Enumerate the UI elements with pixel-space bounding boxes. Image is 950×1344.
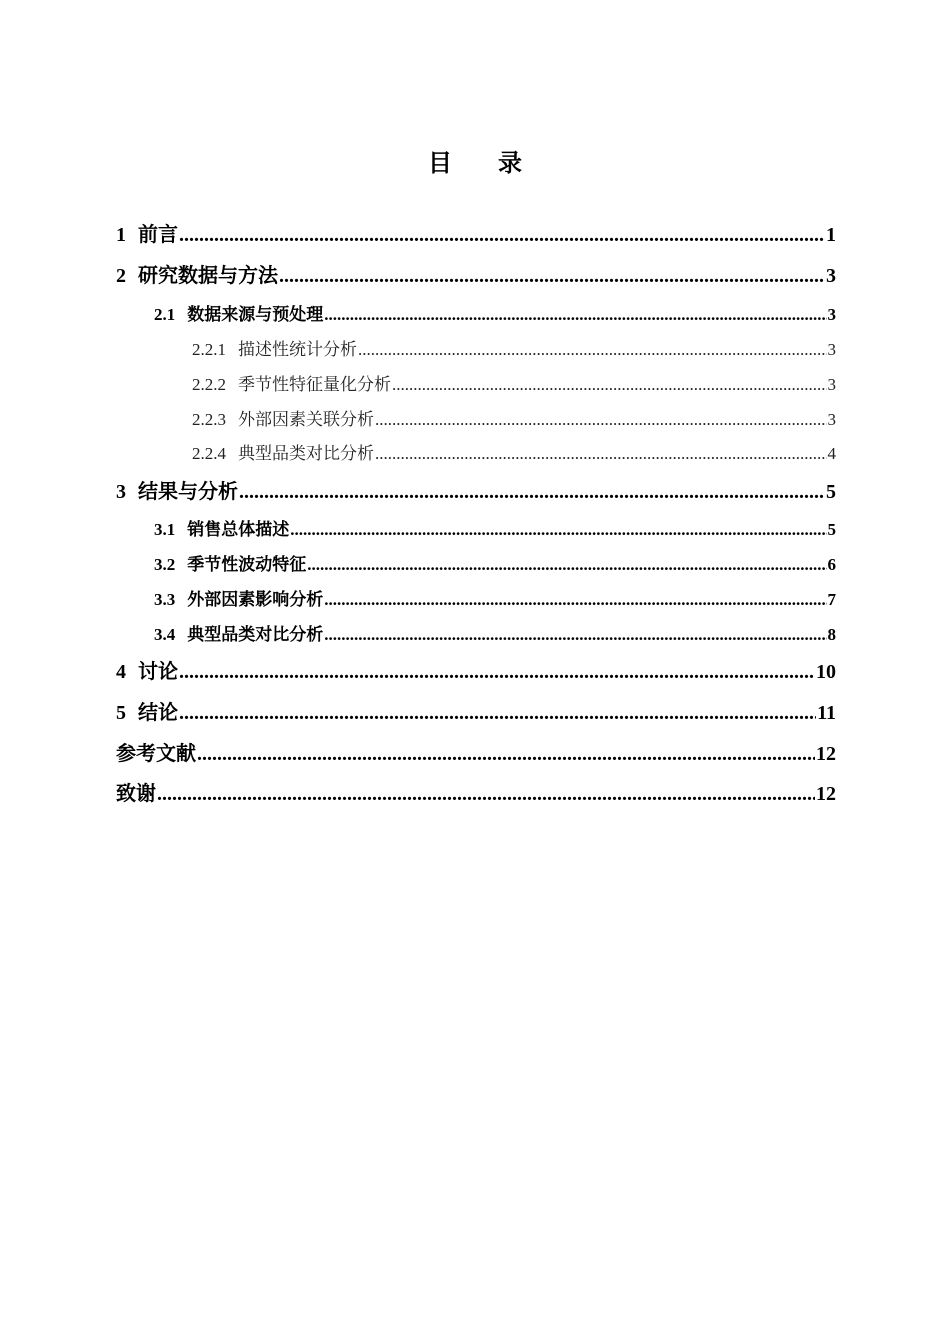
toc-entry-label: 季节性波动特征 bbox=[187, 555, 307, 574]
toc-entry-page: 3 bbox=[827, 375, 836, 394]
toc-entry-3-3[interactable] bbox=[154, 585, 836, 610]
toc-entry-number: 2.1 bbox=[154, 305, 176, 324]
toc-entry-label: 描述性统计分析 bbox=[238, 340, 357, 359]
toc-dot-leader bbox=[239, 481, 825, 504]
toc-entry-page: 3 bbox=[827, 340, 836, 359]
toc-entry-number: 3.3 bbox=[154, 590, 176, 609]
toc-entry-label: 数据来源与预处理 bbox=[187, 305, 324, 324]
toc-entry-page: 3 bbox=[827, 410, 836, 429]
toc-dot-leader bbox=[290, 520, 826, 540]
toc-entry-page: 1 bbox=[826, 224, 836, 246]
toc-entry-number: 2.2.1 bbox=[192, 340, 226, 359]
toc-entry-page: 5 bbox=[827, 520, 836, 539]
toc-entry-2-2-1[interactable] bbox=[192, 335, 836, 360]
toc-entry-page: 4 bbox=[827, 444, 836, 463]
toc-entry-label: 销售总体描述 bbox=[187, 520, 290, 539]
toc-entry-number: 3 bbox=[116, 481, 126, 503]
toc-entry-label: 参考文献 bbox=[116, 743, 196, 765]
toc-entry-page: 3 bbox=[827, 305, 836, 324]
toc-entry-label: 致谢 bbox=[116, 783, 156, 805]
toc-entry-preface[interactable] bbox=[116, 218, 836, 247]
toc-entry-page: 8 bbox=[827, 625, 836, 644]
toc-entry-number: 2.2.2 bbox=[192, 375, 226, 394]
toc-dot-leader bbox=[197, 743, 815, 766]
toc-entry-label: 外部因素影响分析 bbox=[187, 590, 324, 609]
toc-entry-2-2-2[interactable] bbox=[192, 370, 836, 395]
toc-dot-leader bbox=[375, 410, 827, 430]
toc-entry-page: 7 bbox=[827, 590, 836, 609]
toc-title-part2: 录 bbox=[498, 151, 522, 177]
toc-entry-references[interactable] bbox=[116, 737, 836, 766]
toc-entry-methods[interactable] bbox=[116, 259, 836, 288]
toc-entry-number: 2 bbox=[116, 265, 126, 287]
toc-entry-number: 3.2 bbox=[154, 555, 176, 574]
toc-entry-page: 5 bbox=[826, 481, 836, 503]
toc-entry-label: 结果与分析 bbox=[138, 481, 238, 503]
toc-entry-label: 前言 bbox=[138, 224, 178, 246]
toc-entry-3-2[interactable] bbox=[154, 550, 836, 575]
toc-entry-2-1[interactable] bbox=[154, 300, 836, 325]
toc-entry-number: 5 bbox=[116, 702, 126, 724]
toc-entry-conclusion[interactable] bbox=[116, 696, 836, 725]
toc-entry-page: 6 bbox=[827, 555, 836, 574]
toc-dot-leader bbox=[279, 265, 825, 288]
toc-entry-label: 季节性特征量化分析 bbox=[238, 375, 391, 394]
toc-entry-label: 研究数据与方法 bbox=[138, 265, 278, 287]
toc-entry-number: 2.2.3 bbox=[192, 410, 226, 429]
toc-entry-page: 12 bbox=[816, 783, 836, 805]
toc-title bbox=[0, 143, 950, 178]
toc-entry-3-1[interactable] bbox=[154, 515, 836, 540]
toc-entry-discussion[interactable] bbox=[116, 655, 836, 684]
toc-entry-label: 结论 bbox=[138, 702, 178, 724]
toc-entry-2-2-4[interactable] bbox=[192, 439, 836, 464]
toc-entry-label: 典型品类对比分析 bbox=[187, 625, 324, 644]
toc-entry-number: 1 bbox=[116, 224, 126, 246]
toc-dot-leader bbox=[179, 224, 825, 247]
toc-dot-leader bbox=[307, 555, 826, 575]
toc-entry-page: 11 bbox=[817, 702, 836, 724]
toc-entry-page: 10 bbox=[816, 661, 836, 683]
toc-title-part1: 目 bbox=[428, 151, 452, 177]
toc-entry-page: 12 bbox=[816, 743, 836, 765]
toc-dot-leader bbox=[358, 340, 827, 360]
toc-dot-leader bbox=[179, 702, 816, 725]
toc-dot-leader bbox=[324, 625, 826, 645]
toc-dot-leader bbox=[324, 305, 826, 325]
toc-entry-label: 典型品类对比分析 bbox=[238, 444, 374, 463]
toc-entry-label: 讨论 bbox=[138, 661, 178, 683]
toc-entry-number: 3.4 bbox=[154, 625, 176, 644]
toc-entry-2-2-3[interactable] bbox=[192, 405, 836, 430]
toc-entry-page: 3 bbox=[826, 265, 836, 287]
toc-entry-3-4[interactable] bbox=[154, 620, 836, 645]
toc-dot-leader bbox=[324, 590, 826, 610]
toc-dot-leader bbox=[157, 783, 815, 806]
toc-dot-leader bbox=[392, 375, 827, 395]
toc-dot-leader bbox=[179, 661, 815, 684]
toc-entry-label: 外部因素关联分析 bbox=[238, 410, 374, 429]
toc-entry-acknowledgements[interactable] bbox=[116, 777, 836, 806]
toc-dot-leader bbox=[375, 444, 827, 464]
toc-entry-number: 3.1 bbox=[154, 520, 176, 539]
toc-entry-number: 2.2.4 bbox=[192, 444, 226, 463]
toc-entry-number: 4 bbox=[116, 661, 126, 683]
toc-entry-results[interactable] bbox=[116, 475, 836, 504]
